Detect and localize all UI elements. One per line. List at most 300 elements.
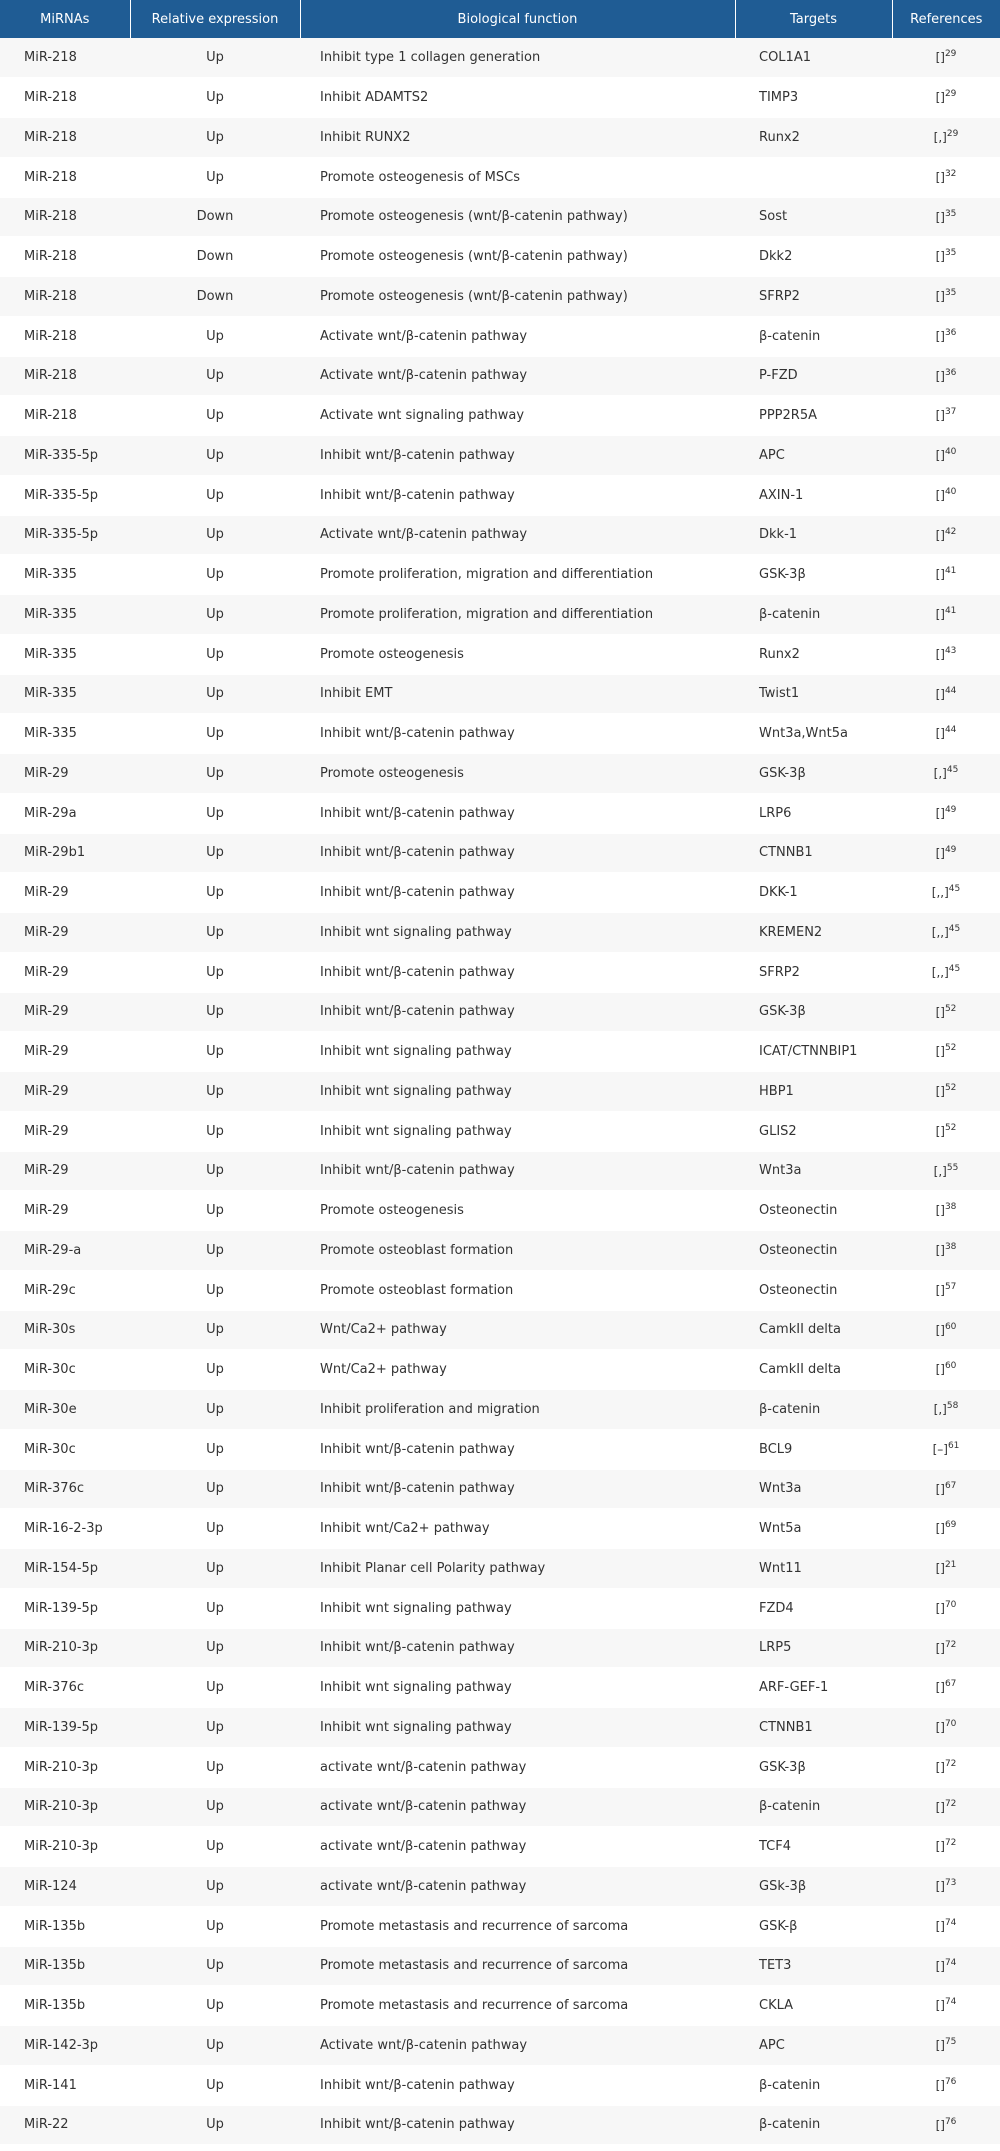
reference-link[interactable]: []: [935, 2078, 945, 2093]
reference-link[interactable]: []: [935, 1919, 945, 1934]
reference-cell[interactable]: [892, 1270, 1000, 1310]
expression-cell: Up: [130, 515, 300, 555]
reference-link[interactable]: []: [935, 1879, 945, 1894]
reference-number: 70: [944, 1719, 957, 1730]
table-row: [0, 1827, 1000, 1867]
reference-link[interactable]: [,]: [933, 766, 947, 781]
reference-cell[interactable]: [892, 237, 1000, 277]
reference-link[interactable]: []: [935, 846, 945, 861]
reference-link[interactable]: []: [935, 528, 945, 543]
mirna-cell: MiR-22: [0, 2105, 130, 2145]
mirna-cell: MiR-29b1: [0, 833, 130, 873]
function-cell: Inhibit wnt/β-catenin pathway: [300, 1151, 735, 1191]
reference-link[interactable]: []: [935, 408, 945, 423]
reference-cell[interactable]: [892, 595, 1000, 635]
reference-number: 42: [944, 526, 957, 537]
target-cell: GSK-3β: [735, 992, 892, 1032]
mirna-cell: MiR-141: [0, 2065, 130, 2105]
reference-number: 52: [944, 1003, 957, 1014]
function-cell: Activate wnt/β-catenin pathway: [300, 2026, 735, 2066]
reference-cell[interactable]: [892, 475, 1000, 515]
function-cell: Inhibit EMT: [300, 674, 735, 714]
expression-cell: Up: [130, 1986, 300, 2026]
reference-cell[interactable]: [892, 1429, 1000, 1469]
function-cell: activate wnt/β-catenin pathway: [300, 1867, 735, 1907]
table-row: [0, 1191, 1000, 1231]
target-cell: Wnt5a: [735, 1509, 892, 1549]
table-row: [0, 157, 1000, 197]
reference-cell[interactable]: [892, 1350, 1000, 1390]
function-cell: Inhibit RUNX2: [300, 118, 735, 158]
target-cell: GLIS2: [735, 1111, 892, 1151]
mirna-cell: MiR-335: [0, 595, 130, 635]
reference-cell[interactable]: [892, 1628, 1000, 1668]
expression-cell: Up: [130, 555, 300, 595]
target-cell: TCF4: [735, 1827, 892, 1867]
table-body: [0, 38, 1000, 2145]
reference-cell[interactable]: [892, 555, 1000, 595]
function-cell: Promote metastasis and recurrence of sarcoma: [300, 1906, 735, 1946]
table-row: [0, 793, 1000, 833]
expression-cell: Up: [130, 1429, 300, 1469]
mirna-cell: MiR-29: [0, 1072, 130, 1112]
mirna-cell: MiR-29: [0, 1151, 130, 1191]
reference-number: 52: [944, 1122, 957, 1133]
function-cell: Inhibit wnt/β-catenin pathway: [300, 475, 735, 515]
reference-number: 45: [946, 765, 959, 776]
target-cell: Runx2: [735, 634, 892, 674]
expression-cell: Down: [130, 237, 300, 277]
reference-number: 45: [948, 924, 961, 935]
function-cell: Promote osteogenesis: [300, 1191, 735, 1231]
mirna-cell: MiR-139-5p: [0, 1708, 130, 1748]
mirna-cell: MiR-142-3p: [0, 2026, 130, 2066]
table-row: [0, 1469, 1000, 1509]
reference-cell[interactable]: [892, 38, 1000, 78]
reference-number: 55: [946, 1162, 959, 1173]
table-row: [0, 118, 1000, 158]
function-cell: Promote osteogenesis: [300, 754, 735, 794]
reference-number: 41: [944, 566, 957, 577]
header-mirnas: MiRNAs: [0, 0, 130, 38]
target-cell: Dkk2: [735, 237, 892, 277]
expression-cell: Up: [130, 833, 300, 873]
reference-cell[interactable]: [892, 913, 1000, 953]
reference-cell[interactable]: [892, 1191, 1000, 1231]
function-cell: Inhibit wnt/β-catenin pathway: [300, 992, 735, 1032]
mirna-cell: MiR-135b: [0, 1906, 130, 1946]
reference-link[interactable]: []: [935, 1641, 945, 1656]
target-cell: Wnt3a: [735, 1151, 892, 1191]
reference-cell[interactable]: [892, 1549, 1000, 1589]
function-cell: Inhibit wnt/β-catenin pathway: [300, 793, 735, 833]
function-cell: Activate wnt/β-catenin pathway: [300, 356, 735, 396]
reference-cell[interactable]: [892, 2026, 1000, 2066]
reference-link[interactable]: []: [935, 1680, 945, 1695]
reference-number: 76: [944, 2076, 957, 2087]
function-cell: Inhibit wnt/β-catenin pathway: [300, 873, 735, 913]
reference-number: 70: [944, 1599, 957, 1610]
reference-cell[interactable]: [892, 1469, 1000, 1509]
reference-number: 45: [948, 963, 961, 974]
expression-cell: Up: [130, 1747, 300, 1787]
table-row: [0, 237, 1000, 277]
reference-cell[interactable]: [892, 78, 1000, 118]
reference-cell[interactable]: [892, 1708, 1000, 1748]
table-row: [0, 992, 1000, 1032]
expression-cell: Up: [130, 475, 300, 515]
mirna-cell: MiR-30s: [0, 1310, 130, 1350]
reference-number: 35: [944, 248, 957, 259]
reference-link[interactable]: []: [935, 1203, 945, 1218]
reference-link[interactable]: []: [935, 1839, 945, 1854]
reference-link[interactable]: [,,]: [931, 885, 949, 900]
table-header-row: [0, 0, 1000, 38]
function-cell: activate wnt/β-catenin pathway: [300, 1787, 735, 1827]
reference-link[interactable]: []: [935, 726, 945, 741]
table-row: [0, 2065, 1000, 2105]
target-cell: Wnt11: [735, 1549, 892, 1589]
function-cell: Wnt/Ca2+ pathway: [300, 1350, 735, 1390]
mirna-cell: MiR-218: [0, 277, 130, 317]
expression-cell: Up: [130, 1867, 300, 1907]
reference-cell[interactable]: [892, 992, 1000, 1032]
expression-cell: Up: [130, 2065, 300, 2105]
reference-link[interactable]: []: [935, 2038, 945, 2053]
reference-link[interactable]: []: [935, 249, 945, 264]
mirna-cell: MiR-29: [0, 1111, 130, 1151]
target-cell: LRP6: [735, 793, 892, 833]
reference-link[interactable]: []: [935, 1959, 945, 1974]
mirna-cell: MiR-218: [0, 356, 130, 396]
reference-link[interactable]: []: [935, 1084, 945, 1099]
table-row: [0, 1986, 1000, 2026]
reference-cell[interactable]: [892, 1827, 1000, 1867]
expression-cell: Up: [130, 2105, 300, 2145]
reference-link[interactable]: [,,]: [931, 965, 949, 980]
reference-cell[interactable]: [892, 396, 1000, 436]
reference-cell[interactable]: [892, 754, 1000, 794]
reference-number: 60: [944, 1321, 957, 1332]
target-cell: LRP5: [735, 1628, 892, 1668]
reference-link[interactable]: []: [935, 1124, 945, 1139]
target-cell: SFRP2: [735, 277, 892, 317]
reference-cell[interactable]: [892, 316, 1000, 356]
reference-link[interactable]: []: [935, 806, 945, 821]
reference-cell[interactable]: [892, 952, 1000, 992]
mirna-cell: MiR-218: [0, 396, 130, 436]
target-cell: P-FZD: [735, 356, 892, 396]
reference-link[interactable]: []: [935, 488, 945, 503]
reference-cell[interactable]: [892, 674, 1000, 714]
reference-cell[interactable]: [892, 1231, 1000, 1271]
reference-number: 69: [944, 1520, 957, 1531]
reference-cell[interactable]: [892, 873, 1000, 913]
expression-cell: Up: [130, 1191, 300, 1231]
expression-cell: Up: [130, 1628, 300, 1668]
target-cell: Wnt3a: [735, 1469, 892, 1509]
function-cell: Inhibit wnt signaling pathway: [300, 1668, 735, 1708]
reference-link[interactable]: []: [935, 1601, 945, 1616]
reference-link[interactable]: []: [935, 1323, 945, 1338]
table-row: [0, 356, 1000, 396]
mirna-cell: MiR-210-3p: [0, 1787, 130, 1827]
mirna-cell: MiR-335: [0, 674, 130, 714]
reference-cell[interactable]: [892, 356, 1000, 396]
target-cell: GSK-3β: [735, 754, 892, 794]
mirna-cell: MiR-218: [0, 316, 130, 356]
target-cell: TIMP3: [735, 78, 892, 118]
reference-link[interactable]: []: [935, 170, 945, 185]
mirna-cell: MiR-124: [0, 1867, 130, 1907]
reference-link[interactable]: []: [935, 329, 945, 344]
reference-number: 40: [944, 447, 957, 458]
reference-link[interactable]: []: [935, 1005, 945, 1020]
reference-link[interactable]: []: [935, 50, 945, 65]
table-row: [0, 1509, 1000, 1549]
function-cell: Inhibit wnt signaling pathway: [300, 1588, 735, 1628]
function-cell: Inhibit wnt/β-catenin pathway: [300, 833, 735, 873]
target-cell: CTNNB1: [735, 833, 892, 873]
reference-link[interactable]: []: [935, 289, 945, 304]
function-cell: Inhibit ADAMTS2: [300, 78, 735, 118]
table-row: [0, 1390, 1000, 1430]
expression-cell: Up: [130, 78, 300, 118]
mirna-cell: MiR-154-5p: [0, 1549, 130, 1589]
expression-cell: Up: [130, 913, 300, 953]
reference-number: 57: [944, 1281, 957, 1292]
reference-cell[interactable]: [892, 1151, 1000, 1191]
expression-cell: Up: [130, 316, 300, 356]
target-cell: Twist1: [735, 674, 892, 714]
reference-cell[interactable]: [892, 1509, 1000, 1549]
reference-cell[interactable]: [892, 1588, 1000, 1628]
reference-number: 67: [944, 1679, 957, 1690]
reference-link[interactable]: []: [935, 1482, 945, 1497]
mirna-cell: MiR-30c: [0, 1350, 130, 1390]
reference-cell[interactable]: [892, 1111, 1000, 1151]
target-cell: FZD4: [735, 1588, 892, 1628]
reference-number: 72: [944, 1798, 957, 1809]
reference-link[interactable]: []: [935, 1243, 945, 1258]
reference-link[interactable]: []: [935, 369, 945, 384]
mirna-cell: MiR-30c: [0, 1429, 130, 1469]
table-row: [0, 1628, 1000, 1668]
reference-link[interactable]: []: [935, 1720, 945, 1735]
reference-link[interactable]: []: [935, 687, 945, 702]
table-row: [0, 1151, 1000, 1191]
reference-cell[interactable]: [892, 157, 1000, 197]
table-row: [0, 436, 1000, 476]
reference-link[interactable]: []: [935, 607, 945, 622]
expression-cell: Up: [130, 1668, 300, 1708]
reference-cell[interactable]: [892, 1906, 1000, 1946]
target-cell: CKLA: [735, 1986, 892, 2026]
mirna-cell: MiR-29-a: [0, 1231, 130, 1271]
reference-number: 49: [944, 804, 957, 815]
reference-cell[interactable]: [892, 118, 1000, 158]
expression-cell: Up: [130, 714, 300, 754]
target-cell: APC: [735, 436, 892, 476]
reference-link[interactable]: []: [935, 90, 945, 105]
mirna-cell: MiR-335: [0, 555, 130, 595]
reference-link[interactable]: []: [935, 1998, 945, 2013]
expression-cell: Up: [130, 2026, 300, 2066]
function-cell: Promote metastasis and recurrence of sarcoma: [300, 1986, 735, 2026]
table-row: [0, 197, 1000, 237]
reference-number: 44: [944, 685, 957, 696]
header-targets: Targets: [735, 0, 892, 38]
mirna-cell: MiR-29: [0, 913, 130, 953]
expression-cell: Up: [130, 952, 300, 992]
function-cell: Inhibit type 1 collagen generation: [300, 38, 735, 78]
expression-cell: Up: [130, 436, 300, 476]
table-row: [0, 78, 1000, 118]
function-cell: Promote osteogenesis (wnt/β-catenin pathway): [300, 237, 735, 277]
reference-cell[interactable]: [892, 1787, 1000, 1827]
table-row: [0, 873, 1000, 913]
function-cell: Promote osteogenesis (wnt/β-catenin pathway): [300, 197, 735, 237]
reference-cell[interactable]: [892, 1390, 1000, 1430]
reference-link[interactable]: []: [935, 1800, 945, 1815]
reference-cell[interactable]: [892, 1867, 1000, 1907]
target-cell: COL1A1: [735, 38, 892, 78]
function-cell: Inhibit wnt signaling pathway: [300, 1032, 735, 1072]
reference-link[interactable]: []: [935, 1521, 945, 1536]
reference-link[interactable]: []: [935, 1362, 945, 1377]
reference-link[interactable]: []: [935, 1283, 945, 1298]
mirna-cell: MiR-29: [0, 992, 130, 1032]
reference-cell[interactable]: [892, 1668, 1000, 1708]
reference-number: 74: [944, 1957, 957, 1968]
reference-link[interactable]: [,,]: [931, 925, 949, 940]
target-cell: Dkk-1: [735, 515, 892, 555]
reference-cell[interactable]: [892, 1747, 1000, 1787]
reference-cell[interactable]: [892, 793, 1000, 833]
target-cell: BCL9: [735, 1429, 892, 1469]
reference-cell[interactable]: [892, 277, 1000, 317]
function-cell: Inhibit wnt/β-catenin pathway: [300, 2065, 735, 2105]
reference-cell[interactable]: [892, 1032, 1000, 1072]
mirna-cell: MiR-29: [0, 1191, 130, 1231]
target-cell: DKK-1: [735, 873, 892, 913]
table-row: [0, 1072, 1000, 1112]
target-cell: AXIN-1: [735, 475, 892, 515]
target-cell: SFRP2: [735, 952, 892, 992]
mirna-cell: MiR-376c: [0, 1469, 130, 1509]
reference-number: 52: [944, 1043, 957, 1054]
function-cell: activate wnt/β-catenin pathway: [300, 1747, 735, 1787]
table-row: [0, 833, 1000, 873]
reference-cell[interactable]: [892, 1072, 1000, 1112]
reference-link[interactable]: []: [935, 210, 945, 225]
reference-number: 74: [944, 1997, 957, 2008]
reference-number: 29: [944, 49, 957, 60]
reference-cell[interactable]: [892, 1986, 1000, 2026]
function-cell: Activate wnt/β-catenin pathway: [300, 515, 735, 555]
reference-link[interactable]: [–]: [932, 1442, 948, 1457]
reference-link[interactable]: []: [935, 1561, 945, 1576]
reference-number: 36: [944, 367, 957, 378]
target-cell: β-catenin: [735, 1787, 892, 1827]
target-cell: β-catenin: [735, 1390, 892, 1430]
reference-number: 52: [944, 1083, 957, 1094]
mirna-cell: MiR-218: [0, 38, 130, 78]
function-cell: Inhibit Planar cell Polarity pathway: [300, 1549, 735, 1589]
reference-number: 74: [944, 1917, 957, 1928]
reference-link[interactable]: []: [935, 647, 945, 662]
header-references: References: [892, 0, 1000, 38]
table-row: [0, 674, 1000, 714]
reference-cell[interactable]: [892, 714, 1000, 754]
function-cell: Inhibit wnt/Ca2+ pathway: [300, 1509, 735, 1549]
mirna-cell: MiR-139-5p: [0, 1588, 130, 1628]
expression-cell: Up: [130, 1588, 300, 1628]
target-cell: HBP1: [735, 1072, 892, 1112]
reference-link[interactable]: []: [935, 448, 945, 463]
reference-number: 76: [944, 2116, 957, 2127]
reference-link[interactable]: []: [935, 1760, 945, 1775]
function-cell: Promote proliferation, migration and differentiation: [300, 595, 735, 635]
reference-link[interactable]: []: [935, 1044, 945, 1059]
reference-number: 60: [944, 1361, 957, 1372]
mirna-cell: MiR-210-3p: [0, 1827, 130, 1867]
reference-link[interactable]: []: [935, 567, 945, 582]
function-cell: Inhibit wnt/β-catenin pathway: [300, 1628, 735, 1668]
target-cell: GSK-3β: [735, 555, 892, 595]
reference-cell[interactable]: [892, 1946, 1000, 1986]
reference-cell[interactable]: [892, 2065, 1000, 2105]
expression-cell: Up: [130, 873, 300, 913]
mirna-cell: MiR-335-5p: [0, 475, 130, 515]
function-cell: Inhibit wnt signaling pathway: [300, 1111, 735, 1151]
reference-cell[interactable]: [892, 436, 1000, 476]
table-row: [0, 475, 1000, 515]
table-row: [0, 38, 1000, 78]
reference-cell[interactable]: [892, 833, 1000, 873]
target-cell: [735, 157, 892, 197]
reference-cell[interactable]: [892, 2105, 1000, 2145]
table-row: [0, 1588, 1000, 1628]
expression-cell: Up: [130, 992, 300, 1032]
expression-cell: Down: [130, 277, 300, 317]
function-cell: Wnt/Ca2+ pathway: [300, 1310, 735, 1350]
table-row: [0, 1867, 1000, 1907]
table-row: [0, 396, 1000, 436]
table-row: [0, 1270, 1000, 1310]
target-cell: GSk-3β: [735, 1867, 892, 1907]
expression-cell: Up: [130, 1270, 300, 1310]
reference-link[interactable]: []: [935, 2118, 945, 2133]
reference-link[interactable]: [,]: [933, 1402, 947, 1417]
reference-link[interactable]: [,]: [933, 1164, 947, 1179]
table-row: [0, 952, 1000, 992]
target-cell: CamkII delta: [735, 1310, 892, 1350]
expression-cell: Up: [130, 793, 300, 833]
table-row: [0, 634, 1000, 674]
function-cell: Inhibit wnt signaling pathway: [300, 913, 735, 953]
expression-cell: Up: [130, 1549, 300, 1589]
function-cell: Inhibit proliferation and migration: [300, 1390, 735, 1430]
expression-cell: Up: [130, 754, 300, 794]
reference-cell[interactable]: [892, 515, 1000, 555]
reference-cell[interactable]: [892, 1310, 1000, 1350]
reference-link[interactable]: [,]: [933, 130, 947, 145]
mirna-cell: MiR-218: [0, 118, 130, 158]
reference-cell[interactable]: [892, 197, 1000, 237]
reference-cell[interactable]: [892, 634, 1000, 674]
expression-cell: Up: [130, 1310, 300, 1350]
